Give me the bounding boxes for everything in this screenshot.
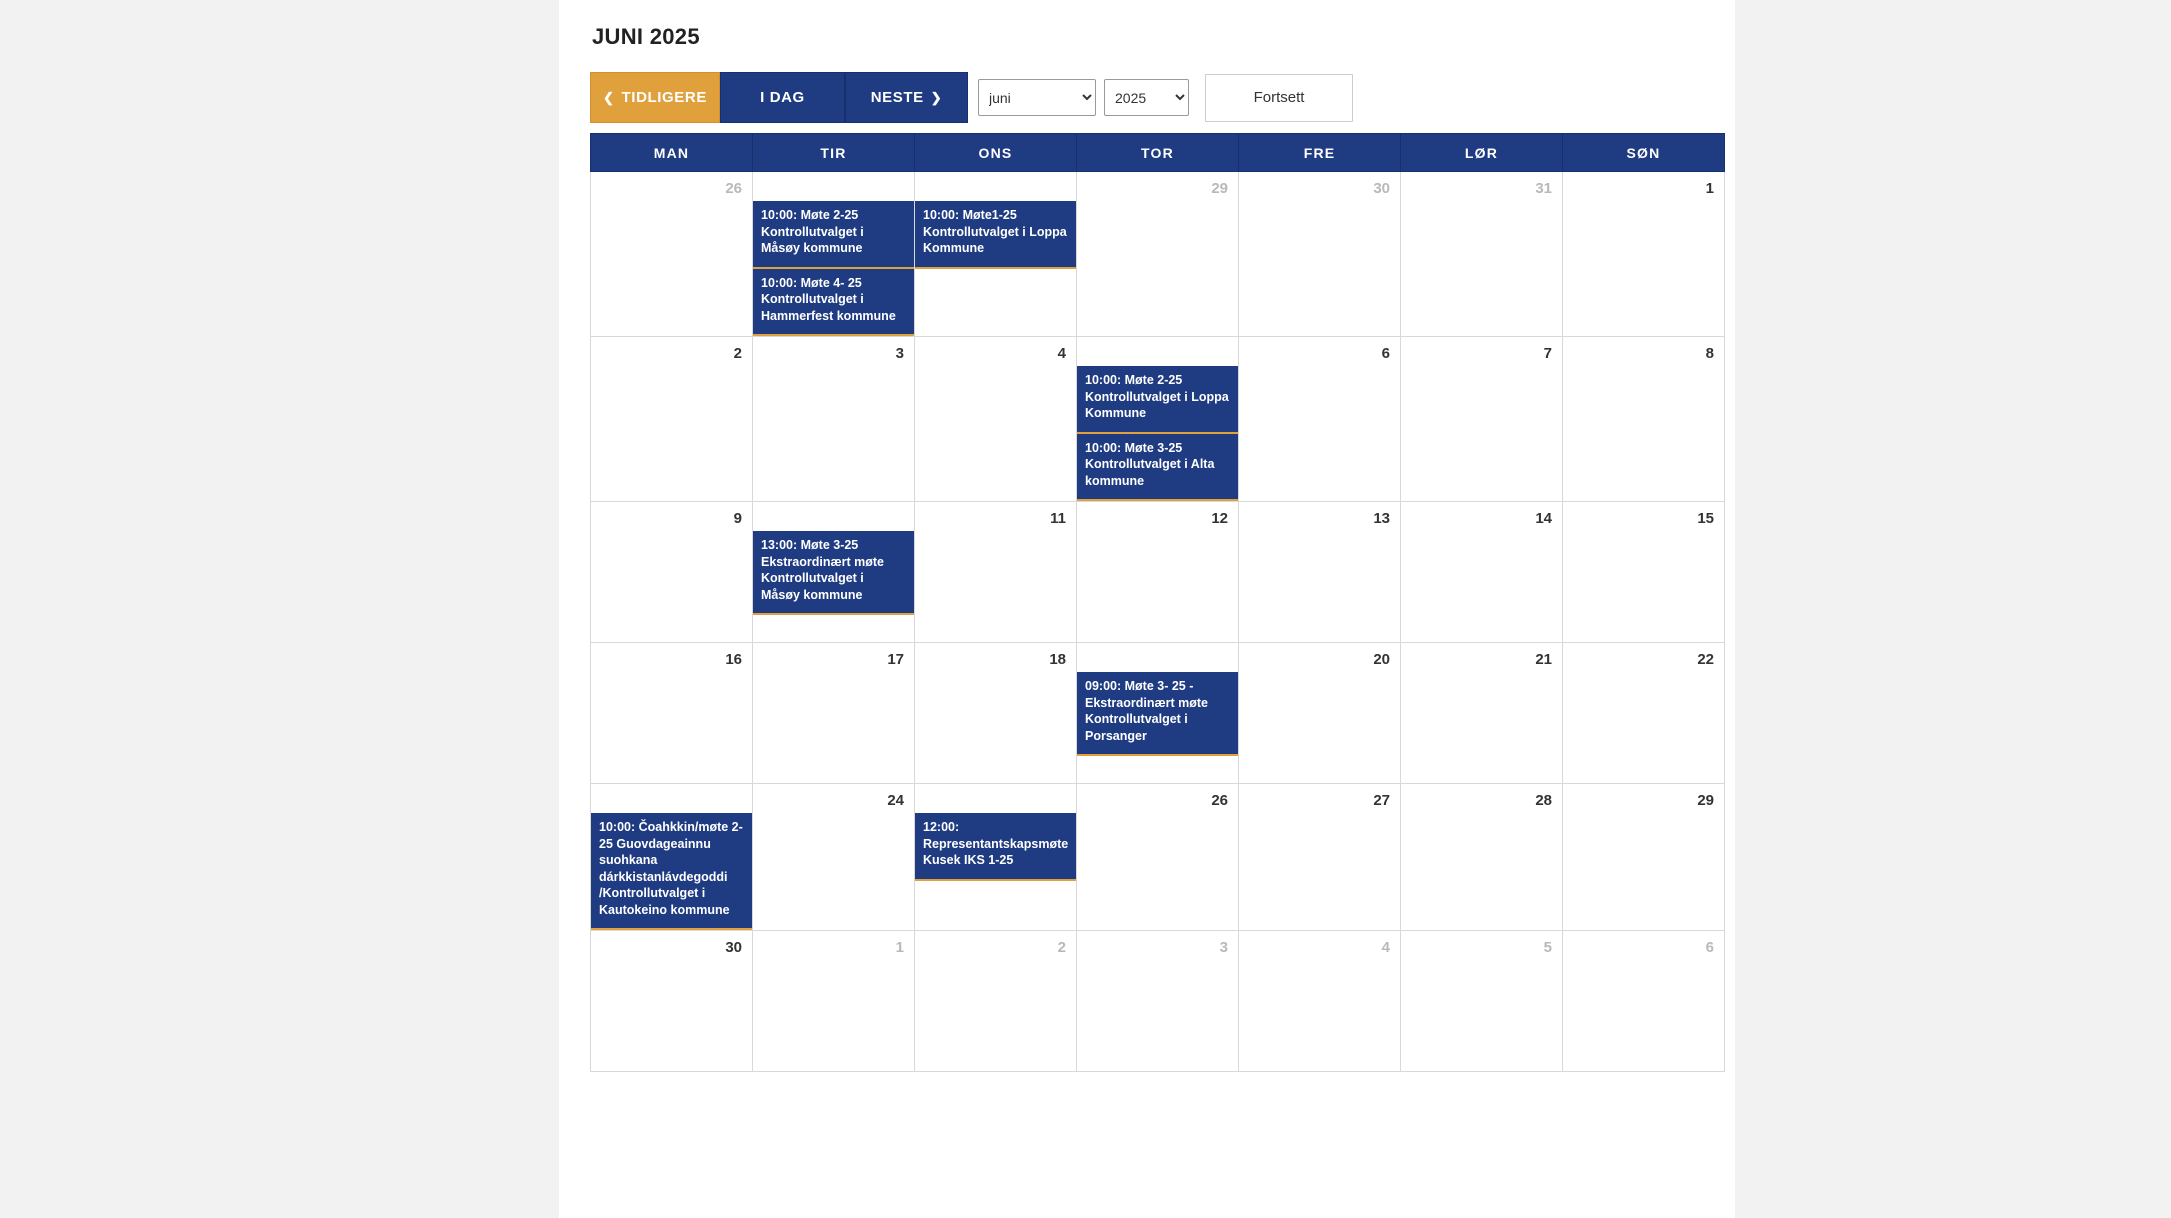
calendar-day-cell[interactable] xyxy=(591,784,753,931)
calendar-event[interactable]: 10:00: Møte 3-25 Kontrollutvalget i Alta kommune xyxy=(1077,434,1238,502)
day-number: 27 xyxy=(1373,792,1390,809)
day-number: 26 xyxy=(725,180,742,197)
calendar-day-cell[interactable] xyxy=(1401,502,1563,643)
calendar-day-cell[interactable] xyxy=(915,502,1077,643)
calendar-event[interactable]: 10:00: Møte 4- 25 Kontrollutvalget i Hammerfest kommune xyxy=(753,269,914,337)
weekday-header-ons: ONS xyxy=(915,134,1077,172)
day-number: 10 xyxy=(887,510,904,527)
day-number: 2 xyxy=(1057,939,1066,956)
calendar-day-cell[interactable] xyxy=(1563,931,1725,1072)
chevron-left-icon: ❮ xyxy=(603,90,615,105)
calendar-day-cell[interactable] xyxy=(1077,172,1239,337)
calendar-day-cell[interactable] xyxy=(753,337,915,502)
weekday-header-tor: TOR xyxy=(1077,134,1239,172)
calendar-toolbar xyxy=(590,72,1725,123)
calendar-day-cell[interactable] xyxy=(1239,931,1401,1072)
day-number: 1 xyxy=(1705,180,1714,197)
calendar-day-cell[interactable] xyxy=(1401,337,1563,502)
day-number: 13 xyxy=(1373,510,1390,527)
calendar-event[interactable]: 10:00: Møte 2-25 Kontrollutvalget i Loppa Kommune xyxy=(1077,366,1238,434)
calendar-week-row xyxy=(591,784,1725,931)
calendar-event[interactable]: 10:00: Čoahkkin/møte 2-25 Guovdageainnu suohkana dárkkistanlávdegoddi /Kontrollutvalget i Kautokeino kommune xyxy=(591,813,752,930)
calendar-day-cell[interactable] xyxy=(1401,172,1563,337)
calendar-day-cell[interactable] xyxy=(591,502,753,643)
day-number: 28 xyxy=(1535,792,1552,809)
calendar-day-cell[interactable] xyxy=(753,784,915,931)
calendar-day-cell[interactable] xyxy=(591,337,753,502)
day-number: 17 xyxy=(887,651,904,668)
calendar-day-cell[interactable] xyxy=(1563,502,1725,643)
calendar-widget xyxy=(590,24,1725,1072)
day-number: 22 xyxy=(1697,651,1714,668)
day-number: 3 xyxy=(1219,939,1228,956)
today-button[interactable] xyxy=(720,72,845,123)
day-number: 21 xyxy=(1535,651,1552,668)
day-number: 27 xyxy=(887,180,904,197)
calendar-day-cell[interactable] xyxy=(591,931,753,1072)
month-select[interactable] xyxy=(978,79,1096,116)
day-number: 3 xyxy=(895,345,904,362)
previous-month-label: TIDLIGERE xyxy=(621,89,707,106)
calendar-event[interactable]: 13:00: Møte 3-25 Ekstraordinært møte Kontrollutvalget i Måsøy kommune xyxy=(753,531,914,615)
calendar-event[interactable]: 10:00: Møte1-25 Kontrollutvalget i Loppa Kommune xyxy=(915,201,1076,269)
calendar-day-cell[interactable] xyxy=(1563,643,1725,784)
calendar-week-row xyxy=(591,931,1725,1072)
calendar-day-cell[interactable] xyxy=(1401,784,1563,931)
day-number: 7 xyxy=(1543,345,1552,362)
calendar-header-row xyxy=(591,134,1725,172)
previous-month-button[interactable] xyxy=(590,72,720,123)
calendar-day-cell[interactable] xyxy=(1077,931,1239,1072)
today-label: I DAG xyxy=(760,89,805,106)
weekday-header-tir: TIR xyxy=(753,134,915,172)
day-number: 31 xyxy=(1535,180,1552,197)
day-number: 18 xyxy=(1049,651,1066,668)
day-number: 30 xyxy=(725,939,742,956)
calendar-day-cell[interactable] xyxy=(1239,643,1401,784)
day-number: 4 xyxy=(1381,939,1390,956)
day-number: 2 xyxy=(733,345,742,362)
calendar-day-cell[interactable] xyxy=(915,931,1077,1072)
calendar-day-cell[interactable] xyxy=(1077,643,1239,784)
year-select[interactable] xyxy=(1104,79,1189,116)
calendar-day-cell[interactable] xyxy=(1077,502,1239,643)
day-number: 25 xyxy=(1049,792,1066,809)
calendar-day-cell[interactable] xyxy=(591,643,753,784)
calendar-day-cell[interactable] xyxy=(753,643,915,784)
calendar-day-cell[interactable] xyxy=(1563,172,1725,337)
weekday-header-lør: LØR xyxy=(1401,134,1563,172)
calendar-week-row xyxy=(591,643,1725,784)
day-number: 5 xyxy=(1543,939,1552,956)
calendar-day-cell[interactable] xyxy=(1401,643,1563,784)
calendar-day-cell[interactable] xyxy=(915,643,1077,784)
date-selector-group xyxy=(978,72,1353,123)
calendar-event[interactable]: 12:00: Representantskapsmøte Kusek IKS 1-25 xyxy=(915,813,1076,881)
page-title: JUNI 2025 xyxy=(592,24,700,49)
day-number: 6 xyxy=(1381,345,1390,362)
calendar-day-cell[interactable] xyxy=(1077,337,1239,502)
day-number: 28 xyxy=(1049,180,1066,197)
calendar-day-cell[interactable] xyxy=(915,784,1077,931)
calendar-day-cell[interactable] xyxy=(1563,337,1725,502)
day-number: 26 xyxy=(1211,792,1228,809)
calendar-day-cell[interactable] xyxy=(1239,172,1401,337)
calendar-table xyxy=(590,133,1725,1072)
day-number: 30 xyxy=(1373,180,1390,197)
calendar-day-cell[interactable] xyxy=(915,337,1077,502)
day-number: 12 xyxy=(1211,510,1228,527)
weekday-header-fre: FRE xyxy=(1239,134,1401,172)
day-number: 19 xyxy=(1211,651,1228,668)
day-number: 5 xyxy=(1219,345,1228,362)
day-number: 29 xyxy=(1211,180,1228,197)
next-month-button[interactable] xyxy=(845,72,968,123)
calendar-day-cell[interactable] xyxy=(1077,784,1239,931)
day-number: 14 xyxy=(1535,510,1552,527)
day-number: 4 xyxy=(1057,345,1066,362)
calendar-day-cell[interactable] xyxy=(1401,931,1563,1072)
calendar-week-row xyxy=(591,172,1725,337)
calendar-day-cell[interactable] xyxy=(1239,337,1401,502)
next-month-label: NESTE xyxy=(870,89,924,106)
day-number: 8 xyxy=(1705,345,1714,362)
day-number: 11 xyxy=(1050,510,1066,527)
day-number: 15 xyxy=(1697,510,1714,527)
calendar-day-cell[interactable] xyxy=(915,172,1077,337)
day-number: 16 xyxy=(725,651,742,668)
day-number: 1 xyxy=(895,939,904,956)
calendar-week-row xyxy=(591,502,1725,643)
day-number: 23 xyxy=(725,792,742,809)
calendar-day-cell[interactable] xyxy=(753,931,915,1072)
calendar-week-row xyxy=(591,337,1725,502)
continue-button[interactable]: Fortsett xyxy=(1205,74,1353,122)
calendar-day-cell[interactable] xyxy=(753,172,915,337)
calendar-day-cell[interactable] xyxy=(1239,502,1401,643)
calendar-day-cell[interactable] xyxy=(753,502,915,643)
calendar-body xyxy=(591,172,1725,1072)
weekday-row xyxy=(591,134,1725,172)
day-number: 6 xyxy=(1705,939,1714,956)
day-number: 20 xyxy=(1373,651,1390,668)
day-number: 9 xyxy=(733,510,742,527)
calendar-event[interactable]: 10:00: Møte 2-25 Kontrollutvalget i Måsøy kommune xyxy=(753,201,914,269)
calendar-day-cell[interactable] xyxy=(591,172,753,337)
chevron-right-icon: ❯ xyxy=(930,90,943,105)
day-number: 29 xyxy=(1697,792,1714,809)
weekday-header-man: MAN xyxy=(591,134,753,172)
calendar-day-cell[interactable] xyxy=(1239,784,1401,931)
calendar-event[interactable]: 09:00: Møte 3- 25 - Ekstraordinært møte Kontrollutvalget i Porsanger xyxy=(1077,672,1238,756)
day-number: 24 xyxy=(887,792,904,809)
calendar-day-cell[interactable] xyxy=(1563,784,1725,931)
weekday-header-søn: SØN xyxy=(1563,134,1725,172)
